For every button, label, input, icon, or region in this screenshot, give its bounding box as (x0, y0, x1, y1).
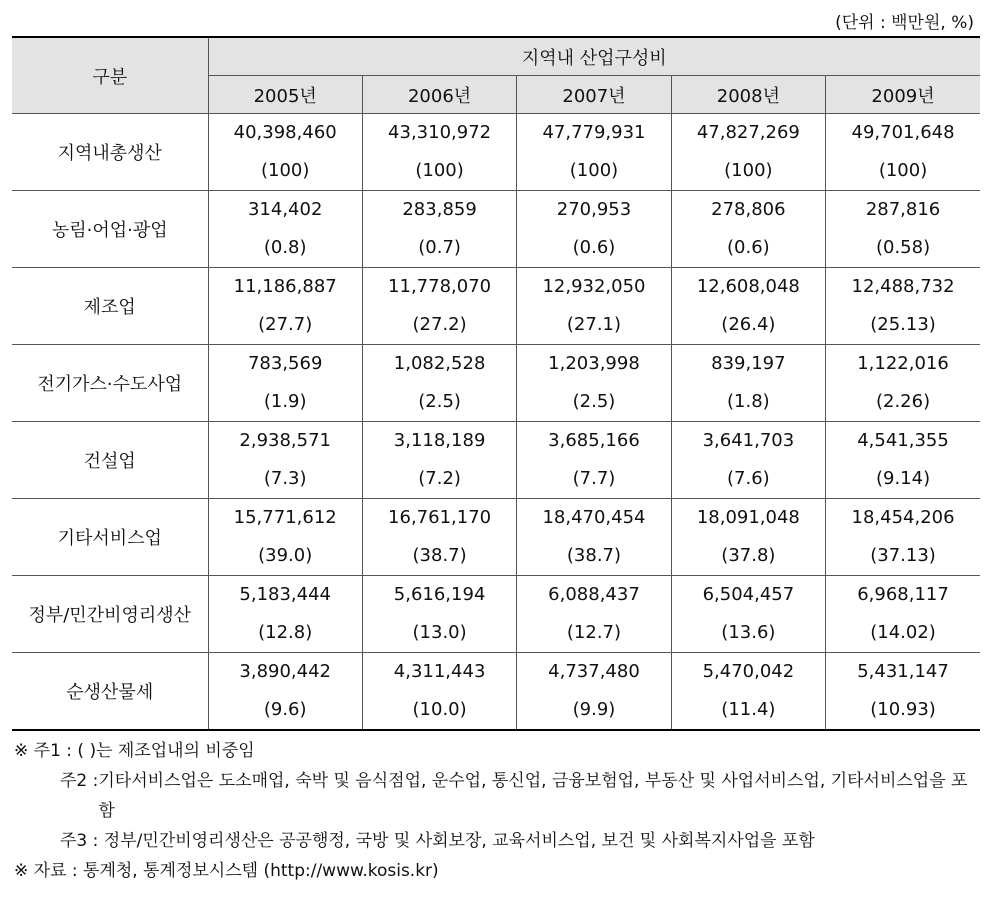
share-value: (7.2) (418, 468, 461, 489)
amount-value: 5,431,147 (857, 661, 949, 682)
header-year: 2005년 (208, 76, 362, 114)
share-value: (1.9) (263, 391, 307, 412)
header-year: 2008년 (671, 76, 825, 114)
table-row (12, 191, 980, 268)
header-year: 2007년 (517, 76, 671, 114)
share-value: (10.0) (412, 699, 467, 720)
value-cell (671, 422, 825, 499)
share-value: (100) (415, 160, 464, 181)
value-cell (826, 191, 980, 268)
value-cell (826, 422, 980, 499)
share-value: (27.1) (566, 314, 622, 335)
table-row (12, 114, 980, 191)
share-value: (100) (260, 160, 310, 181)
value-cell (671, 268, 825, 345)
value-cell (208, 268, 362, 345)
amount-value: 18,091,048 (696, 507, 800, 528)
share-value: (0.58) (875, 237, 931, 258)
amount-value: 43,310,972 (388, 122, 492, 143)
value-cell (517, 653, 671, 731)
share-value: (39.0) (258, 545, 313, 566)
amount-value: 1,122,016 (857, 353, 949, 374)
amount-value: 314,402 (247, 199, 323, 220)
header-year: 2009년 (826, 76, 980, 114)
amount-value: 5,616,194 (393, 584, 486, 605)
value-cell (362, 114, 516, 191)
note-3: 주3 : 정부/민간비영리생산은 공공행정, 국방 및 사회보장, 교육서비스업, 보건 및 사회복지사업을 포함 (60, 831, 815, 851)
amount-value: 1,082,528 (393, 353, 486, 374)
row-label: 건설업 (12, 422, 208, 499)
unit-label: (단위 : 백만원, %) (835, 13, 974, 33)
amount-value: 3,685,166 (548, 430, 640, 451)
industry-composition-table (12, 36, 980, 731)
share-value: (37.8) (721, 545, 776, 566)
row-label: 정부/민간비영리생산 (12, 576, 208, 653)
note-2-text: 기타서비스업은 도소매업, 숙박 및 음식점업, 운수업, 통신업, 금융보험업, 부동산 및 사업서비스업, 기타서비스업을 포함 (98, 771, 968, 821)
amount-value: 839,197 (711, 353, 786, 374)
row-label: 순생산물세 (12, 653, 208, 731)
share-value: (0.6) (572, 237, 616, 258)
value-cell (362, 268, 516, 345)
share-value: (27.2) (412, 314, 467, 335)
value-cell (362, 653, 516, 731)
notes (14, 736, 974, 886)
header-year: 2006년 (362, 76, 516, 114)
share-value: (25.13) (870, 314, 936, 335)
amount-value: 5,470,042 (702, 661, 795, 682)
table-row (12, 345, 980, 422)
amount-value: 49,701,648 (851, 122, 955, 143)
amount-value: 12,488,732 (851, 276, 955, 297)
amount-value: 6,088,437 (548, 584, 640, 605)
amount-value: 3,641,703 (702, 430, 795, 451)
share-value: (100) (724, 160, 773, 181)
share-value: (38.7) (566, 545, 622, 566)
table-row (12, 499, 980, 576)
table-row (12, 653, 980, 731)
value-cell (671, 499, 825, 576)
header-category: 구분 (12, 37, 208, 114)
share-value: (11.4) (721, 699, 776, 720)
amount-value: 283,859 (402, 199, 477, 220)
value-cell (671, 114, 825, 191)
amount-value: 278,806 (711, 199, 786, 220)
value-cell (208, 499, 362, 576)
value-cell (517, 422, 671, 499)
amount-value: 270,953 (556, 199, 632, 220)
amount-value: 783,569 (247, 353, 323, 374)
amount-value: 287,816 (865, 199, 941, 220)
share-value: (2.26) (875, 391, 931, 412)
header-group: 지역내 산업구성비 (208, 37, 980, 76)
value-cell (208, 422, 362, 499)
row-label: 기타서비스업 (12, 499, 208, 576)
share-value: (100) (569, 160, 619, 181)
value-cell (826, 268, 980, 345)
amount-value: 11,186,887 (233, 276, 337, 297)
amount-value: 6,968,117 (857, 584, 949, 605)
table-row (12, 268, 980, 345)
source-note: ※ 자료 : 통계청, 통계정보시스템 (http://www.kosis.kr) (14, 861, 439, 881)
amount-value: 11,778,070 (388, 276, 492, 297)
value-cell (208, 191, 362, 268)
amount-value: 12,608,048 (696, 276, 800, 297)
value-cell (208, 114, 362, 191)
value-cell (517, 576, 671, 653)
value-cell (208, 576, 362, 653)
value-cell (671, 191, 825, 268)
value-cell (362, 576, 516, 653)
value-cell (826, 114, 980, 191)
value-cell (517, 191, 671, 268)
share-value: (9.9) (572, 699, 616, 720)
amount-value: 15,771,612 (233, 507, 337, 528)
row-label: 지역내총생산 (12, 114, 208, 191)
amount-value: 12,932,050 (542, 276, 646, 297)
share-value: (0.7) (418, 237, 461, 258)
row-label: 전기가스·수도사업 (12, 345, 208, 422)
value-cell (671, 576, 825, 653)
amount-value: 16,761,170 (388, 507, 492, 528)
share-value: (13.6) (721, 622, 776, 643)
amount-value: 2,938,571 (239, 430, 331, 451)
amount-value: 1,203,998 (548, 353, 640, 374)
amount-value: 3,890,442 (239, 661, 331, 682)
value-cell (826, 653, 980, 731)
value-cell (208, 345, 362, 422)
share-value: (38.7) (412, 545, 467, 566)
share-value: (0.8) (263, 237, 307, 258)
amount-value: 3,118,189 (393, 430, 486, 451)
amount-value: 5,183,444 (239, 584, 331, 605)
share-value: (10.93) (870, 699, 936, 720)
share-value: (26.4) (721, 314, 776, 335)
amount-value: 18,454,206 (851, 507, 955, 528)
share-value: (14.02) (870, 622, 936, 643)
share-value: (7.7) (572, 468, 616, 489)
table-row (12, 576, 980, 653)
value-cell (208, 653, 362, 731)
share-value: (37.13) (870, 545, 936, 566)
share-value: (2.5) (572, 391, 616, 412)
value-cell (517, 499, 671, 576)
note-2 (14, 766, 974, 826)
value-cell (362, 345, 516, 422)
amount-value: 40,398,460 (233, 122, 337, 143)
value-cell (826, 499, 980, 576)
share-value: (1.8) (727, 391, 770, 412)
share-value: (9.14) (875, 468, 931, 489)
value-cell (362, 422, 516, 499)
note-1: ※ 주1 : ( )는 제조업내의 비중임 (14, 741, 255, 761)
share-value: (7.3) (263, 468, 307, 489)
share-value: (7.6) (727, 468, 770, 489)
value-cell (517, 345, 671, 422)
amount-value: 4,311,443 (393, 661, 486, 682)
amount-value: 4,541,355 (857, 430, 949, 451)
row-label: 농림·어업·광업 (12, 191, 208, 268)
value-cell (826, 345, 980, 422)
value-cell (362, 499, 516, 576)
amount-value: 6,504,457 (702, 584, 795, 605)
value-cell (362, 191, 516, 268)
share-value: (13.0) (412, 622, 467, 643)
share-value: (9.6) (263, 699, 307, 720)
share-value: (12.7) (566, 622, 622, 643)
share-value: (100) (878, 160, 928, 181)
amount-value: 4,737,480 (548, 661, 640, 682)
value-cell (517, 114, 671, 191)
value-cell (826, 576, 980, 653)
share-value: (12.8) (258, 622, 313, 643)
value-cell (671, 653, 825, 731)
share-value: (2.5) (418, 391, 461, 412)
amount-value: 18,470,454 (542, 507, 646, 528)
row-label: 제조업 (12, 268, 208, 345)
table-body (12, 114, 980, 731)
value-cell (671, 345, 825, 422)
amount-value: 47,779,931 (542, 122, 646, 143)
share-value: (0.6) (727, 237, 770, 258)
value-cell (517, 268, 671, 345)
amount-value: 47,827,269 (696, 122, 800, 143)
share-value: (27.7) (258, 314, 313, 335)
table-row (12, 422, 980, 499)
note-2-label: 주2 : (60, 771, 99, 791)
